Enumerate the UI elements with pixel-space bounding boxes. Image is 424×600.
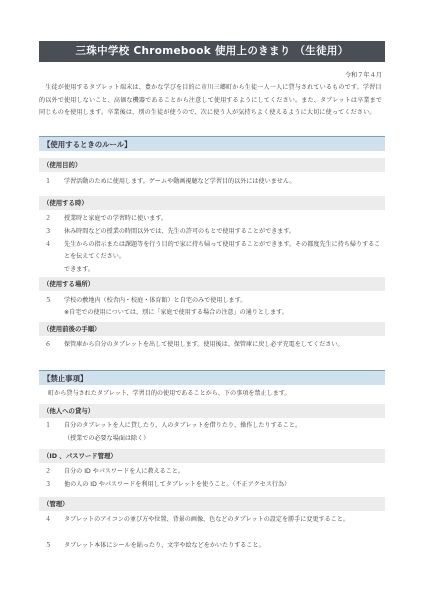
item-number: ５ <box>45 297 52 304</box>
item-number: ６ <box>45 341 52 348</box>
subheading-when: （使用する時） <box>39 196 385 210</box>
rule-item-4 <box>42 239 382 264</box>
prohibited-intro: 町から貸与されたタブレット、学習目的の使用であることから、下の事項を禁止します。 <box>42 390 291 397</box>
issue-date: 令和７年４月 <box>344 72 382 79</box>
prohibited-item-5 <box>42 540 382 552</box>
item-text: 自分の ID やパスワードを人に教えること。 <box>64 468 185 475</box>
prohibited-item-3 <box>42 479 382 491</box>
rule-item-3 <box>42 226 382 238</box>
item-number: ５ <box>45 542 52 549</box>
rule-item-5-note: ※自宅での使用については、別に「家庭で使用する場合の注意」の通りとします。 <box>64 309 288 316</box>
item-number: ３ <box>45 228 52 235</box>
prohibited-item-1-note: （授業での必要な場面は除く） <box>64 435 150 442</box>
item-text: タブレットのアイコンの並び方や位置、背景の画像、色などのタブレットの設定を勝手に変更すること。 <box>64 516 350 523</box>
item-text: 先生からの指示または課題等を行う目的で家に持ち帰って使用することができます。その都度先生に持ち帰りすることを伝えてください。 <box>64 241 381 261</box>
subheading-where: （使用する場所） <box>39 277 385 291</box>
item-number: ３ <box>45 481 52 488</box>
item-number: １ <box>45 422 52 429</box>
prohibited-item-4 <box>42 514 382 526</box>
item-text: 他の人の ID やパスワードを利用してタブレットを使うこと。（不正アクセス行為） <box>64 481 291 488</box>
subheading-id-password: （ID 、パスワード管理） <box>39 449 385 463</box>
rule-item-5 <box>42 295 382 307</box>
rule-item-6 <box>42 339 382 351</box>
subheading-procedure: （使用前後の手順） <box>39 322 385 336</box>
subheading-management: （管理） <box>39 497 385 511</box>
item-text: 授業時と家庭での学習時に使います。 <box>64 215 168 222</box>
document-title: 三珠中学校 Chromebook 使用上のきまり （生徒用） <box>39 41 385 62</box>
item-text: タブレット本体にシールを貼ったり、文字や絵などをかいたりすること。 <box>64 542 265 549</box>
item-text: 自分のタブレットを人に貸したり、人のタブレットを借りたり、操作したりすること。 <box>64 422 302 429</box>
subheading-lending: （他人への貸与） <box>39 404 385 418</box>
prohibited-item-2 <box>42 466 382 478</box>
item-text: 休み時間などの授業の時間以外では、先生の許可のもとで使用することができます。 <box>64 228 296 235</box>
item-number: ４ <box>45 241 52 248</box>
item-number: ２ <box>45 468 52 475</box>
section-heading-rules: 【使用するときのルール】 <box>39 136 385 151</box>
item-number: １ <box>45 178 52 185</box>
section-heading-prohibited: 【禁止事項】 <box>39 370 385 385</box>
item-text: 学校の敷地内（校舎内・校庭・体育館）と自宅のみで使用します。 <box>64 297 247 304</box>
rule-item-1 <box>42 176 382 188</box>
prohibited-item-1 <box>42 420 382 432</box>
item-text: 学習活動のために使用します。ゲームや動画視聴など学習目的以外には使いません。 <box>64 178 296 185</box>
intro-paragraph: 生徒が使用するタブレット端末は、豊かな学びを目的に市川三郷町から生徒一人一人に貸与されているものです。学習目的以外で使用しないこと、高価な機器であることから注意して使用するようにしてください。また、タブレットは卒業まで同じものを使用します。卒業後は、別の生徒が使うので、次に使う人が気持ちよく使えるように大切に使ってください。 <box>39 84 383 117</box>
item-number: ２ <box>45 215 52 222</box>
item-text: 保管庫から自分のタブレットを出して使用します。使用後は、保管庫に戻し必ず充電をしてください。 <box>64 341 344 348</box>
item-number: ４ <box>45 516 52 523</box>
subheading-purpose: （使用目的） <box>39 158 385 172</box>
rule-item-4-continuation: できます。 <box>64 266 94 273</box>
rule-item-2 <box>42 213 382 225</box>
